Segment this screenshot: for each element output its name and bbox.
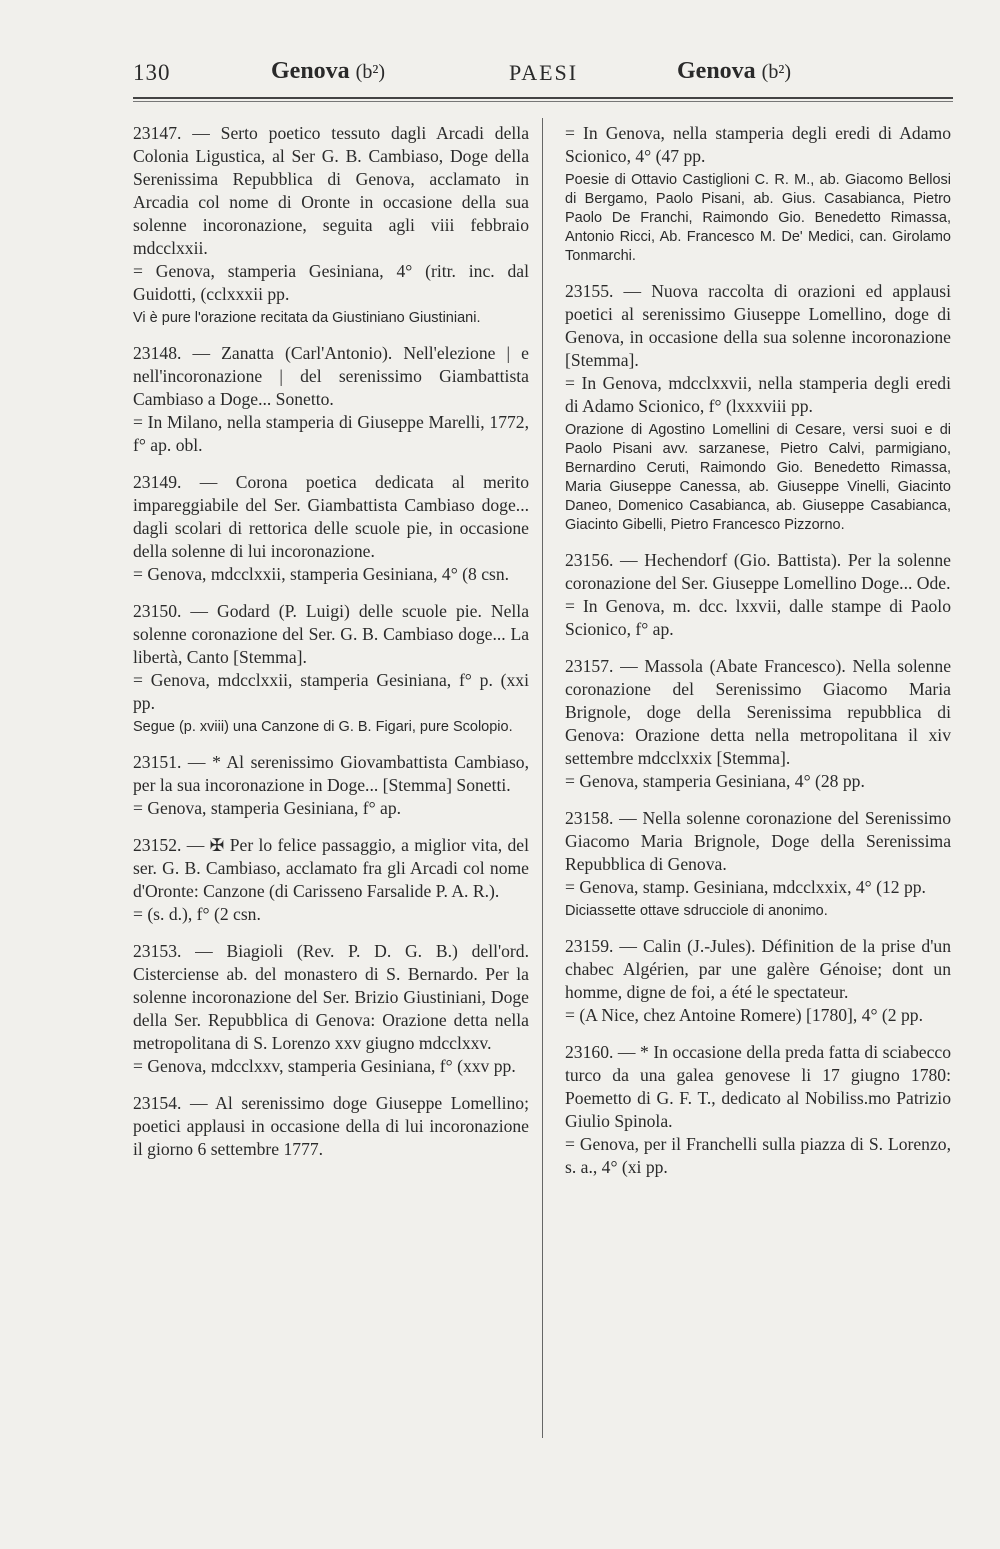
header-right-sup: (b²) bbox=[761, 61, 791, 83]
entry-note: Vi è pure l'orazione recitata da Giustiniano Giustiniani. bbox=[133, 310, 481, 326]
catalog-entry bbox=[565, 655, 951, 793]
catalog-entry bbox=[133, 600, 529, 737]
header-left-title-text: Genova bbox=[271, 58, 350, 84]
header-left-title bbox=[271, 58, 385, 85]
catalog-entry bbox=[133, 471, 529, 586]
entry-imprint: = Genova, stamperia Gesiniana, 4° (28 pp. bbox=[565, 771, 865, 791]
entry-imprint: = In Milano, nella stamperia di Giuseppe Marelli, 1772, f° ap. obl. bbox=[133, 412, 529, 455]
entry-note: Diciassette ottave sdrucciole di anonimo. bbox=[565, 903, 828, 919]
catalog-entry bbox=[565, 807, 951, 921]
catalog-entry bbox=[133, 940, 529, 1078]
entry-note: Orazione di Agostino Lomellini di Cesare, versi suoi e di Paolo Pisani avv. sarzanese, Pietro Calvi, parmigiano, Bernardino Ceruti, Raimondo Gio. Benedetto Rimassa, Maria Giuseppe Canessa, ab. Giuseppe Vinelli, Giacinto Daneo, Domenico Casabianca, ab. Giuseppe Casabianca, Giacinto Gibelli, Pietro Francesco Pizzorno. bbox=[565, 422, 951, 533]
header-rule bbox=[133, 97, 953, 99]
catalog-entry bbox=[565, 280, 951, 535]
catalog-entry bbox=[133, 751, 529, 820]
entry-text: 23158. — Nella solenne coronazione del Serenissimo Giacomo Maria Brignole, Doge della Serenissima Repubblica di Genova. bbox=[565, 808, 951, 874]
catalog-entry bbox=[133, 122, 529, 328]
entry-note: Poesie di Ottavio Castiglioni C. R. M., ab. Giacomo Bellosi di Bergamo, Paolo Pisani, ab. Gius. Casabianca, Pietro Paolo De Franchi, Raimondo Gio. Benedetto Rimassa, Antonio Ricci, Ab. Francesco M. De' Medici, can. Girolamo Tonmarchi. bbox=[565, 172, 951, 264]
entry-imprint: = Genova, mdcclxxii, stamperia Gesiniana, f° p. (xxi pp. bbox=[133, 670, 529, 713]
catalog-entry bbox=[133, 1092, 529, 1161]
header-center-title: PAESI bbox=[509, 60, 579, 85]
catalog-entry bbox=[133, 834, 529, 926]
entry-imprint: = In Genova, m. dcc. lxxvii, dalle stampe di Paolo Scionico, f° ap. bbox=[565, 596, 951, 639]
entry-imprint: = Genova, mdcclxxii, stamperia Gesiniana, 4° (8 csn. bbox=[133, 564, 510, 584]
catalog-entry bbox=[133, 342, 529, 457]
entry-imprint: = Genova, mdcclxxv, stamperia Gesiniana, f° (xxv pp. bbox=[133, 1056, 516, 1076]
entry-text: 23157. — Massola (Abate Francesco). Nella solenne coronazione del Serenissimo Giacomo Maria Brignole, doge della Serenissima repubblica di Genova: Orazione detta nella metropolitana il xiv settembre mdcclxxix [Stemma]. bbox=[565, 656, 951, 768]
entry-text: 23153. — Biagioli (Rev. P. D. G. B.) dell'ord. Cisterciense ab. del monastero di S. Bernardo. Per la solenne incoronazione del Ser. Brizio Giustiniani, Doge della Ser. Repubblica di Genova: Orazione detta nella metropolitana di S. Lorenzo xxv giugno mdcclxxv. bbox=[133, 941, 529, 1053]
header-right-title bbox=[677, 58, 791, 85]
entry-text: 23156. — Hechendorf (Gio. Battista). Per la solenne coronazione del Ser. Giuseppe Lomellino Doge... Ode. bbox=[565, 550, 951, 593]
header-rule-thin bbox=[133, 101, 953, 102]
header-right-title-text: Genova bbox=[677, 58, 756, 84]
entry-text: 23152. — ✠ Per lo felice passaggio, a miglior vita, del ser. G. B. Cambiaso, acclamato fra gli Arcadi col nome d'Oronte: Canzone (di Carisseno Farsalide P. A. R.). bbox=[133, 835, 529, 901]
entry-imprint: = Genova, stamperia Gesiniana, f° ap. bbox=[133, 798, 402, 818]
entry-text: 23154. — Al serenissimo doge Giuseppe Lomellino; poetici applausi in occasione della di lui incoronazione il giorno 6 settembre 1777. bbox=[133, 1093, 529, 1159]
entry-text: 23151. — * Al serenissimo Giovambattista Cambiaso, per la sua incoronazione in Doge... [Stemma] Sonetti. bbox=[133, 752, 529, 795]
entry-text: 23148. — Zanatta (Carl'Antonio). Nell'elezione | e nell'incoronazione | del serenissimo Giambattista Cambiaso a Doge... Sonetto. bbox=[133, 343, 529, 409]
running-header bbox=[133, 52, 953, 96]
entry-text: 23155. — Nuova raccolta di orazioni ed applausi poetici al serenissimo Giuseppe Lomellino, doge di Genova, in occasione della sua solenne incoronazione [Stemma]. bbox=[565, 281, 951, 370]
entry-note: Segue (p. xviii) una Canzone di G. B. Figari, pure Scolopio. bbox=[133, 719, 513, 735]
catalog-entry bbox=[565, 1041, 951, 1179]
entry-text: 23160. — * In occasione della preda fatta di sciabecco turco da una galea genovese li 17 giugno 1780: Poemetto di G. F. T., dedicato al Nobiliss.mo Patrizio Giulio Spinola. bbox=[565, 1042, 951, 1131]
right-column bbox=[565, 122, 951, 1193]
entry-text: 23150. — Godard (P. Luigi) delle scuole pie. Nella solenne coronazione del Ser. G. B. Cambiaso doge... La libertà, Canto [Stemma]. bbox=[133, 601, 529, 667]
entry-text: 23147. — Serto poetico tessuto dagli Arcadi della Colonia Ligustica, al Ser G. B. Cambiaso, Doge della Serenissima Repubblica di Genova, acclamato in Arcadia col nome di Oronte in occasione della sua solenne incoronazione, seguita agli viii febbraio mdcclxxii. bbox=[133, 123, 529, 258]
entry-text: 23149. — Corona poetica dedicata al merito impareggiabile del Ser. Giambattista Cambiaso doge... dagli scolari di rettorica delle scuole pie, in occasione della solenne di lui incoronazione. bbox=[133, 472, 529, 561]
left-column bbox=[133, 122, 529, 1175]
entry-imprint: = Genova, stamp. Gesiniana, mdcclxxix, 4° (12 pp. bbox=[565, 877, 926, 897]
page-number: 130 bbox=[133, 60, 171, 85]
header-left-sup: (b²) bbox=[355, 61, 385, 83]
entry-imprint: = In Genova, nella stamperia degli eredi di Adamo Scionico, 4° (47 pp. bbox=[565, 123, 951, 166]
entry-imprint: = In Genova, mdcclxxvii, nella stamperia degli eredi di Adamo Scionico, f° (lxxxviii pp. bbox=[565, 373, 951, 416]
entry-imprint: = (A Nice, chez Antoine Romere) [1780], 4° (2 pp. bbox=[565, 1005, 923, 1025]
catalog-entry bbox=[565, 549, 951, 641]
entry-imprint: = Genova, per il Franchelli sulla piazza di S. Lorenzo, s. a., 4° (xi pp. bbox=[565, 1134, 951, 1177]
entry-imprint: = (s. d.), f° (2 csn. bbox=[133, 904, 261, 924]
catalog-entry bbox=[565, 122, 951, 266]
catalog-entry bbox=[565, 935, 951, 1027]
entry-text: 23159. — Calin (J.-Jules). Définition de la prise d'un chabec Algérien, par une galère Génoise; dont un homme, digne de foi, a été le spectateur. bbox=[565, 936, 951, 1002]
column-divider bbox=[542, 118, 543, 1438]
entry-imprint: = Genova, stamperia Gesiniana, 4° (ritr. inc. dal Guidotti, (cclxxxii pp. bbox=[133, 261, 529, 304]
